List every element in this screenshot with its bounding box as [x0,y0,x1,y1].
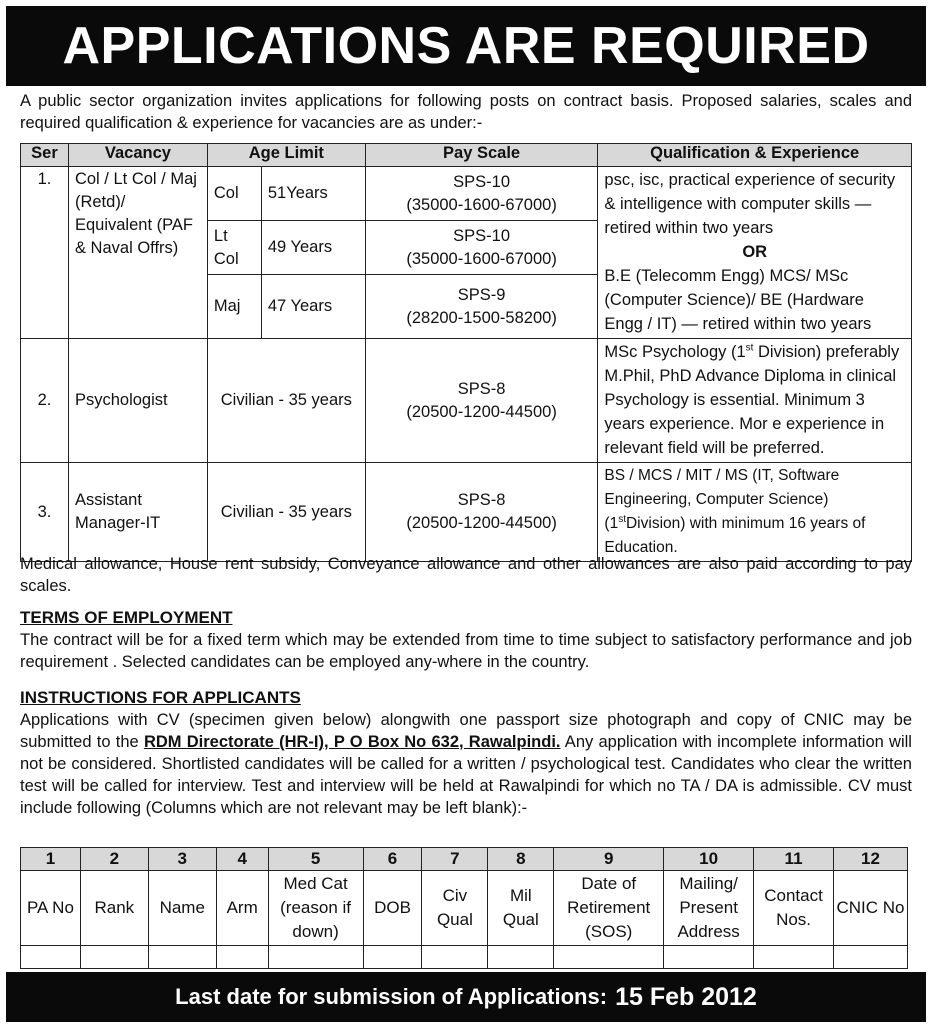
qualification-text: MSc Psychology (1 [604,343,746,361]
cv-column-number: 5 [268,848,363,871]
cv-column-label: PA No [21,871,81,946]
cv-column-label: Arm [216,871,268,946]
cv-column-label: Date of Retirement (SOS) [554,871,664,946]
row3-age: Civilian - 35 years [207,463,365,562]
row3-pay [365,463,598,562]
instructions-section [20,687,912,819]
cv-number-row [21,848,908,871]
qualification-text: Division) preferably M.Phil, PhD Advance Diploma in clinical Psychology is essential. Minimum 3 years experience. Mor e experience in relevant field will be preferred. [604,343,900,457]
row1-ser: 1. [21,167,69,339]
cv-blank-cell [80,946,148,969]
cv-blank-cell [21,946,81,969]
row1-age-maj: 47 Years [261,275,365,339]
cv-label-row [21,871,908,946]
row2-qualification [598,339,912,463]
cv-column-label: Rank [80,871,148,946]
allowances-paragraph: Medical allowance, House rent subsidy, Conveyance allowance and other allowances are also paid according to pay scales. [20,555,912,595]
pay-range: (20500-1200-44500) [406,514,557,532]
cv-column-label: DOB [363,871,422,946]
cv-column-label: CNIC No [834,871,908,946]
submission-address: RDM Directorate (HR-I), P O Box No 632, Rawalpindi. [143,733,561,751]
pay-scale: SPS-10 [453,226,511,245]
cv-column-label: Name [148,871,216,946]
instructions-heading: INSTRUCTIONS FOR APPLICANTS [20,688,301,707]
deadline-label: Last date for submission of Applications: [175,984,608,1009]
pay-scale: SPS-9 [457,285,506,304]
row3-qualification [598,463,912,562]
table-row [21,339,912,463]
pay-scale: SPS-10 [453,172,511,191]
pay-range: (35000-1600-67000) [406,249,557,268]
row1-rank-col: Col [207,167,261,221]
cv-blank-row [21,946,908,969]
table-row [21,167,912,221]
cv-blank-cell [148,946,216,969]
cv-column-number: 10 [664,848,754,871]
terms-section [20,607,912,673]
cv-column-label: Med Cat (reason if down) [268,871,363,946]
cv-column-number: 6 [363,848,422,871]
cv-column-number: 8 [488,848,554,871]
qualification-b: B.E (Telecomm Engg) MCS/ MSc (Computer Science)/ BE (Hardware Engg / IT) — retired within two years [604,267,872,333]
deadline-banner [6,972,926,1022]
terms-heading: TERMS OF EMPLOYMENT [20,608,233,627]
pay-scale: SPS-8 [457,379,506,398]
vacancy-table [20,143,912,562]
instructions-text: Any application with incomplete information will not be considered. Shortlisted candidates will be called for a written / psychological test. Candidates who clear the written test will be called for interview. Test and interview will be held at Rawalpindi for which no TA / DA is admissible. CV must include following (Columns which are not relevant may be left blank):- [20,733,912,817]
qualification-text: BS / MCS / MIT / MS (IT, Software Engineering, Computer Science) (1 [604,467,840,532]
cv-column-number: 9 [554,848,664,871]
cv-blank-cell [422,946,488,969]
row1-rank-maj: Maj [207,275,261,339]
cv-blank-cell [664,946,754,969]
cv-column-number: 12 [834,848,908,871]
cv-blank-cell [754,946,834,969]
row1-pay-maj [365,275,598,339]
instructions-text: Applications with CV (specimen given below) alongwith one passport size photograph and copy of CNIC may be submitted to the [20,711,912,751]
cv-blank-cell [216,946,268,969]
cv-blank-cell [554,946,664,969]
row2-vacancy: Psychologist [68,339,207,463]
vacancy-header-row [21,144,912,167]
table-row [21,463,912,562]
superscript: st [618,513,626,525]
superscript: st [745,342,754,354]
cv-blank-cell [488,946,554,969]
row3-vacancy: Assistant Manager-IT [68,463,207,562]
row1-rank-ltcol: Lt Col [207,221,261,275]
terms-body: The contract will be for a fixed term which may be extended from time to time subject to satisfactory performance and job requirement . Selected candidates can be employed any-where in the country. [20,631,912,671]
intro-paragraph: A public sector organization invites applications for following posts on contract basis. Proposed salaries, scales and required qualification & experience for vacancies are as under:- [20,92,912,132]
pay-range: (35000-1600-67000) [406,195,557,214]
instructions-body [20,709,912,819]
cv-column-label: Mailing/ Present Address [664,871,754,946]
cv-column-label: Contact Nos. [754,871,834,946]
row2-age: Civilian - 35 years [207,339,365,463]
banner-title: APPLICATIONS ARE REQUIRED [6,6,926,86]
row2-pay [365,339,598,463]
cv-column-label: Civ Qual [422,871,488,946]
cv-format-table [20,847,908,969]
row1-vacancy: Col / Lt Col / Maj (Retd)/ Equivalent (PAF & Naval Offrs) [68,167,207,339]
header-qualification: Qualification & Experience [598,144,912,167]
deadline-date: 15 Feb 2012 [615,982,757,1011]
cv-blank-cell [834,946,908,969]
pay-scale: SPS-8 [457,491,506,509]
row1-age-ltcol: 49 Years [261,221,365,275]
header-age-limit: Age Limit [207,144,365,167]
cv-column-number: 7 [422,848,488,871]
row2-ser: 2. [21,339,69,463]
row1-pay-ltcol [365,221,598,275]
row1-qualification [598,167,912,339]
pay-range: (28200-1500-58200) [406,308,557,327]
cv-column-label: Mil Qual [488,871,554,946]
row3-ser: 3. [21,463,69,562]
qualification-or: OR [742,243,768,261]
cv-column-number: 11 [754,848,834,871]
header-ser: Ser [21,144,69,167]
cv-column-number: 1 [21,848,81,871]
qualification-a: psc, isc, practical experience of security & intelligence with computer skills — retired within two years [604,171,896,237]
cv-blank-cell [363,946,422,969]
cv-column-number: 2 [80,848,148,871]
pay-range: (20500-1200-44500) [406,402,557,421]
cv-column-number: 3 [148,848,216,871]
header-vacancy: Vacancy [68,144,207,167]
header-pay-scale: Pay Scale [365,144,598,167]
cv-blank-cell [268,946,363,969]
row1-pay-col [365,167,598,221]
cv-column-number: 4 [216,848,268,871]
row1-age-col: 51Years [261,167,365,221]
qualification-text: Division) with minimum 16 years of Education. [604,515,866,556]
